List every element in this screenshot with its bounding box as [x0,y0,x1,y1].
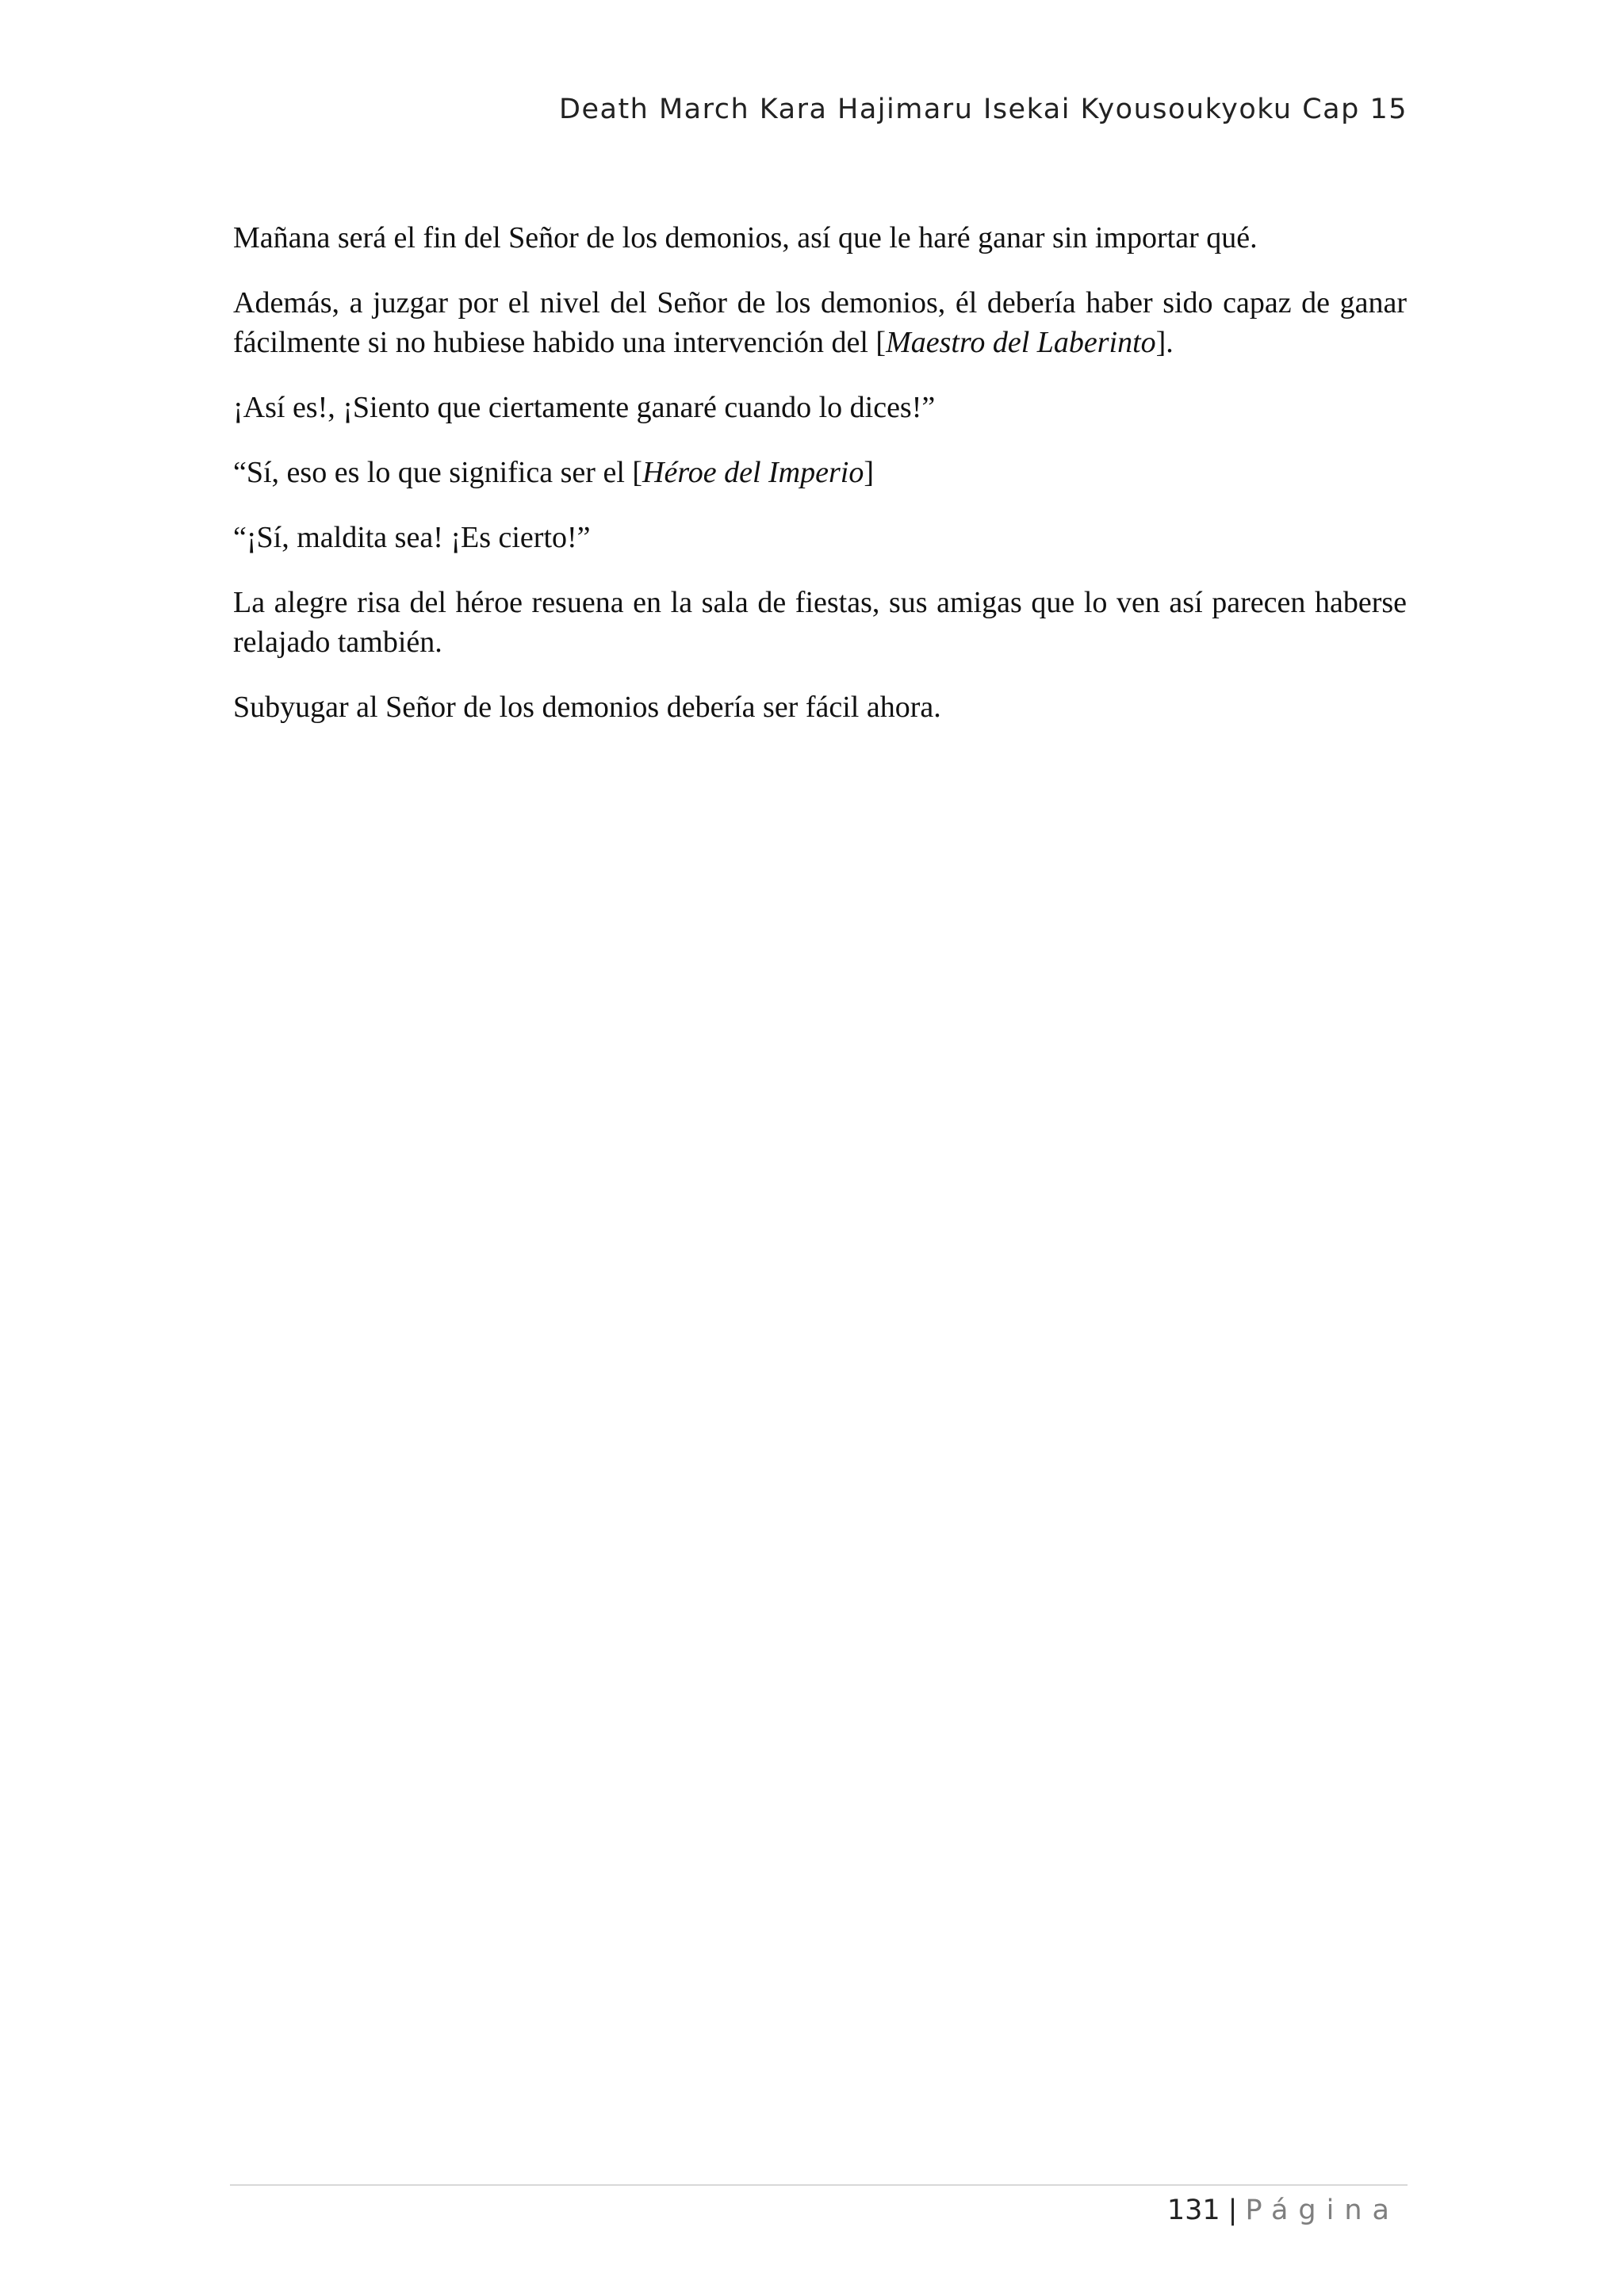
paragraph-4-text-end: ] [864,456,874,489]
document-body [233,218,1407,752]
paragraph-4 [233,453,1407,492]
paragraph-2-text-start: Además, a juzgar por el nivel del Señor de los demonios, él debería haber sido capaz de ganar fácilmente si no hubiese habido una intervención del [ [233,286,1407,359]
page-label: Página [1245,2195,1400,2226]
page-number: 131 [1166,2195,1220,2226]
page-footer [230,2195,1400,2226]
running-header: Death March Kara Hajimaru Isekai Kyousoukyoku Cap 15 [559,94,1408,125]
paragraph-1: Mañana será el fin del Señor de los demonios, así que le haré ganar sin importar qué. [233,221,1258,254]
paragraph-3: ¡Así es!, ¡Siento que ciertamente ganaré cuando lo dices!” [233,391,936,424]
paragraph-7: Subyugar al Señor de los demonios debería ser fácil ahora. [233,691,941,724]
footer-divider [230,2184,1408,2186]
paragraph-6: La alegre risa del héroe resuena en la sala de fiestas, sus amigas que lo ven así parecen haberse relajado también. [233,586,1407,659]
paragraph-4-text-start: “Sí, eso es lo que significa ser el [ [233,456,643,489]
italic-term-maestro: Maestro del Laberinto [886,326,1156,359]
footer-separator: | [1228,2195,1238,2226]
paragraph-2 [233,283,1407,362]
italic-term-heroe: Héroe del Imperio [642,456,864,489]
paragraph-5: “¡Sí, maldita sea! ¡Es cierto!” [233,521,591,554]
paragraph-2-text-end: ]. [1155,326,1174,359]
